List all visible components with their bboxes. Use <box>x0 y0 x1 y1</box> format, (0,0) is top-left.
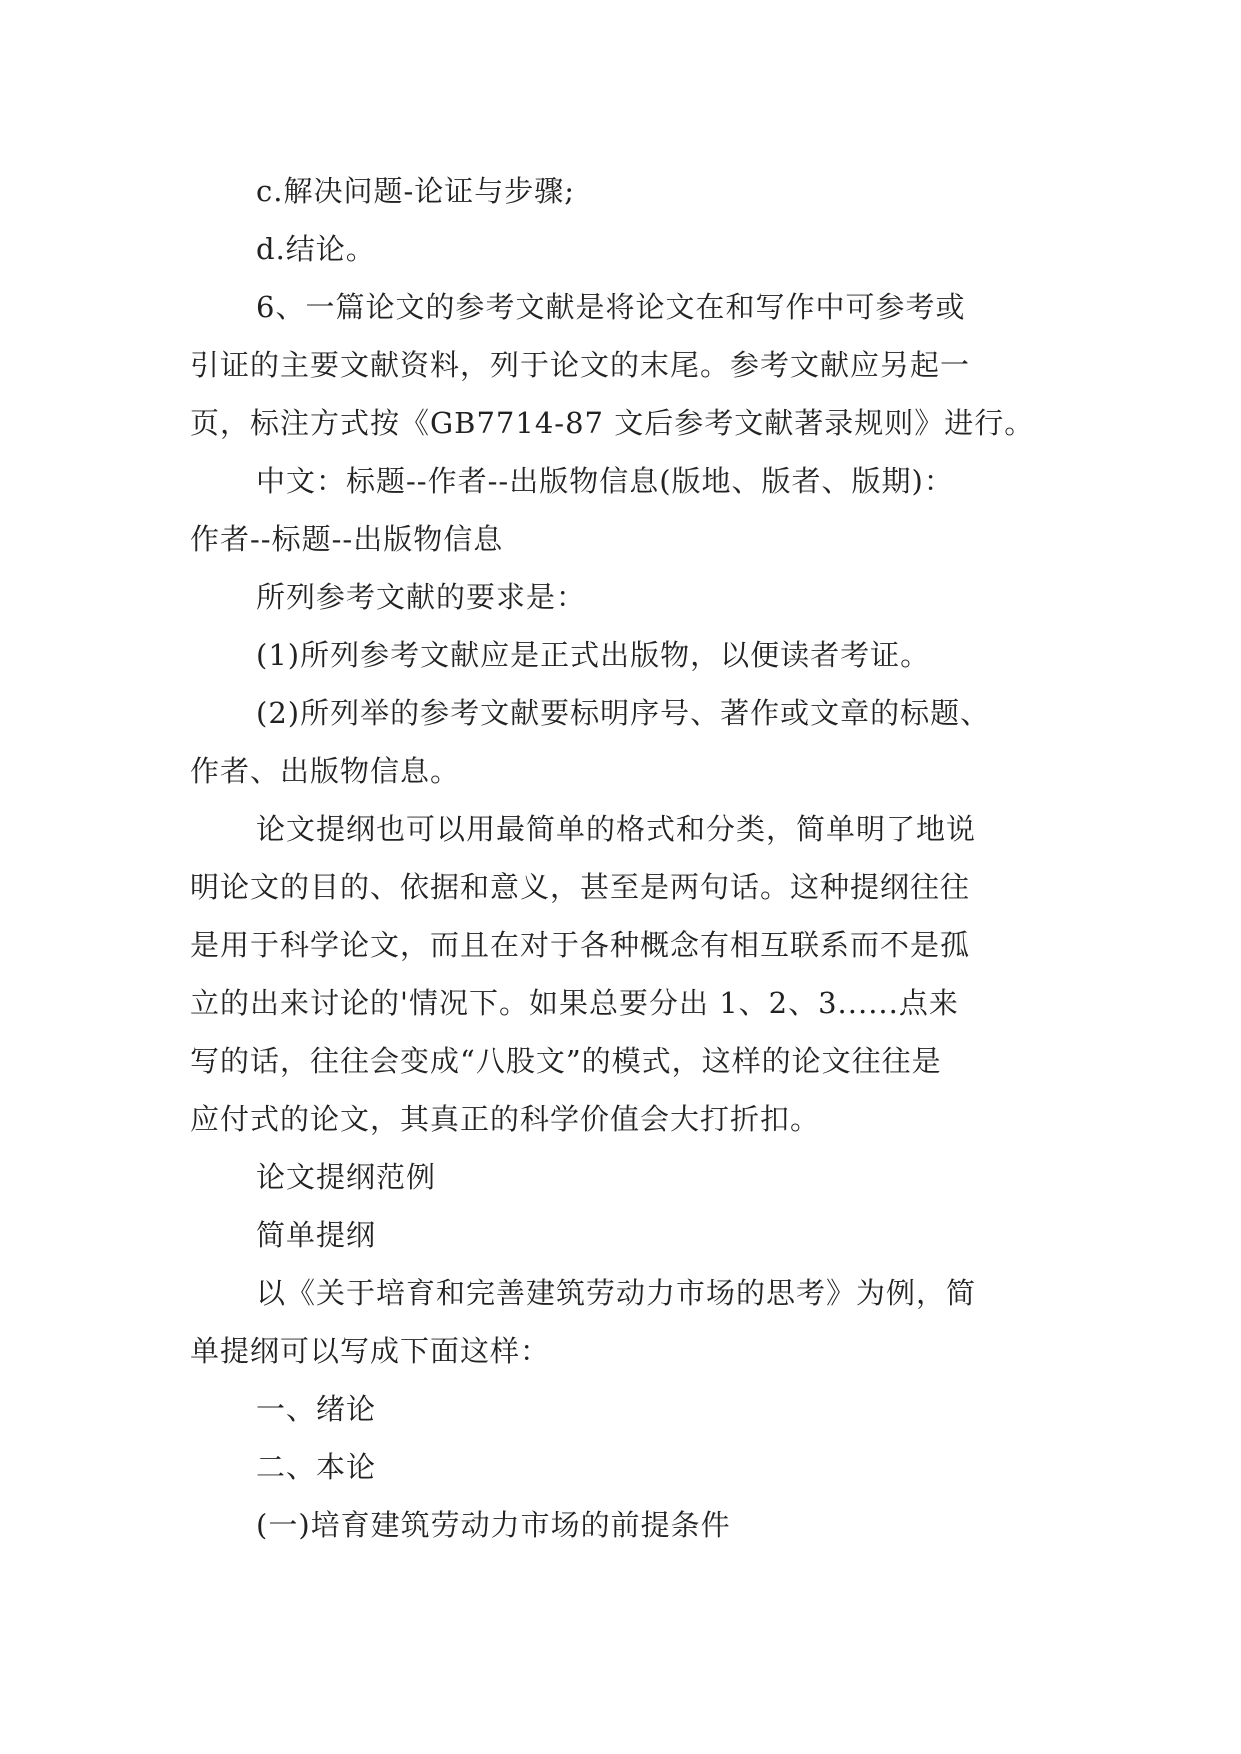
text-line: d.结论。 <box>256 232 376 266</box>
text-line: 一、绪论 <box>256 1392 377 1426</box>
text-line: c.解决问题-论证与步骤; <box>256 174 576 208</box>
text-line: 明论文的目的、依据和意义，甚至是两句话。这种提纲往往 <box>190 870 971 904</box>
text-line: 是用于科学论文，而且在对于各种概念有相互联系而不是孤 <box>190 928 971 962</box>
text-line: 所列参考文献的要求是： <box>256 580 587 614</box>
text-line: 单提纲可以写成下面这样： <box>190 1334 551 1368</box>
text-line: 应付式的论文，其真正的科学价值会大打折扣。 <box>190 1102 821 1136</box>
text-line: 以《关于培育和完善建筑劳动力市场的思考》为例，简 <box>256 1276 977 1310</box>
text-line: 6、一篇论文的参考文献是将论文在和写作中可参考或 <box>256 290 966 324</box>
text-line: 作者、出版物信息。 <box>190 754 461 788</box>
text-line: 二、本论 <box>256 1450 377 1484</box>
text-line: 论文提纲也可以用最简单的格式和分类，简单明了地说 <box>256 812 977 846</box>
text-line: (一)培育建筑劳动力市场的前提条件 <box>256 1508 731 1542</box>
text-line: 写的话，往往会变成“八股文”的模式，这样的论文往往是 <box>190 1044 942 1078</box>
text-line: 论文提纲范例 <box>256 1160 437 1194</box>
text-line: 引证的主要文献资料，列于论文的末尾。参考文献应另起一 <box>190 348 971 382</box>
text-line: 作者--标题--出版物信息 <box>190 522 504 556</box>
text-line: 页，标注方式按《GB7714-87 文后参考文献著录规则》进行。 <box>190 406 1035 440</box>
text-line: (2)所列举的参考文献要标明序号、著作或文章的标题、 <box>256 696 991 730</box>
document-body <box>190 162 1060 1554</box>
text-line: 中文：标题--作者--出版物信息(版地、版者、版期)： <box>256 464 954 498</box>
text-line: (1)所列参考文献应是正式出版物，以便读者考证。 <box>256 638 931 672</box>
text-line: 立的出来讨论的'情况下。如果总要分出 1、2、3......点来 <box>190 986 959 1020</box>
text-line: 简单提纲 <box>256 1218 377 1252</box>
